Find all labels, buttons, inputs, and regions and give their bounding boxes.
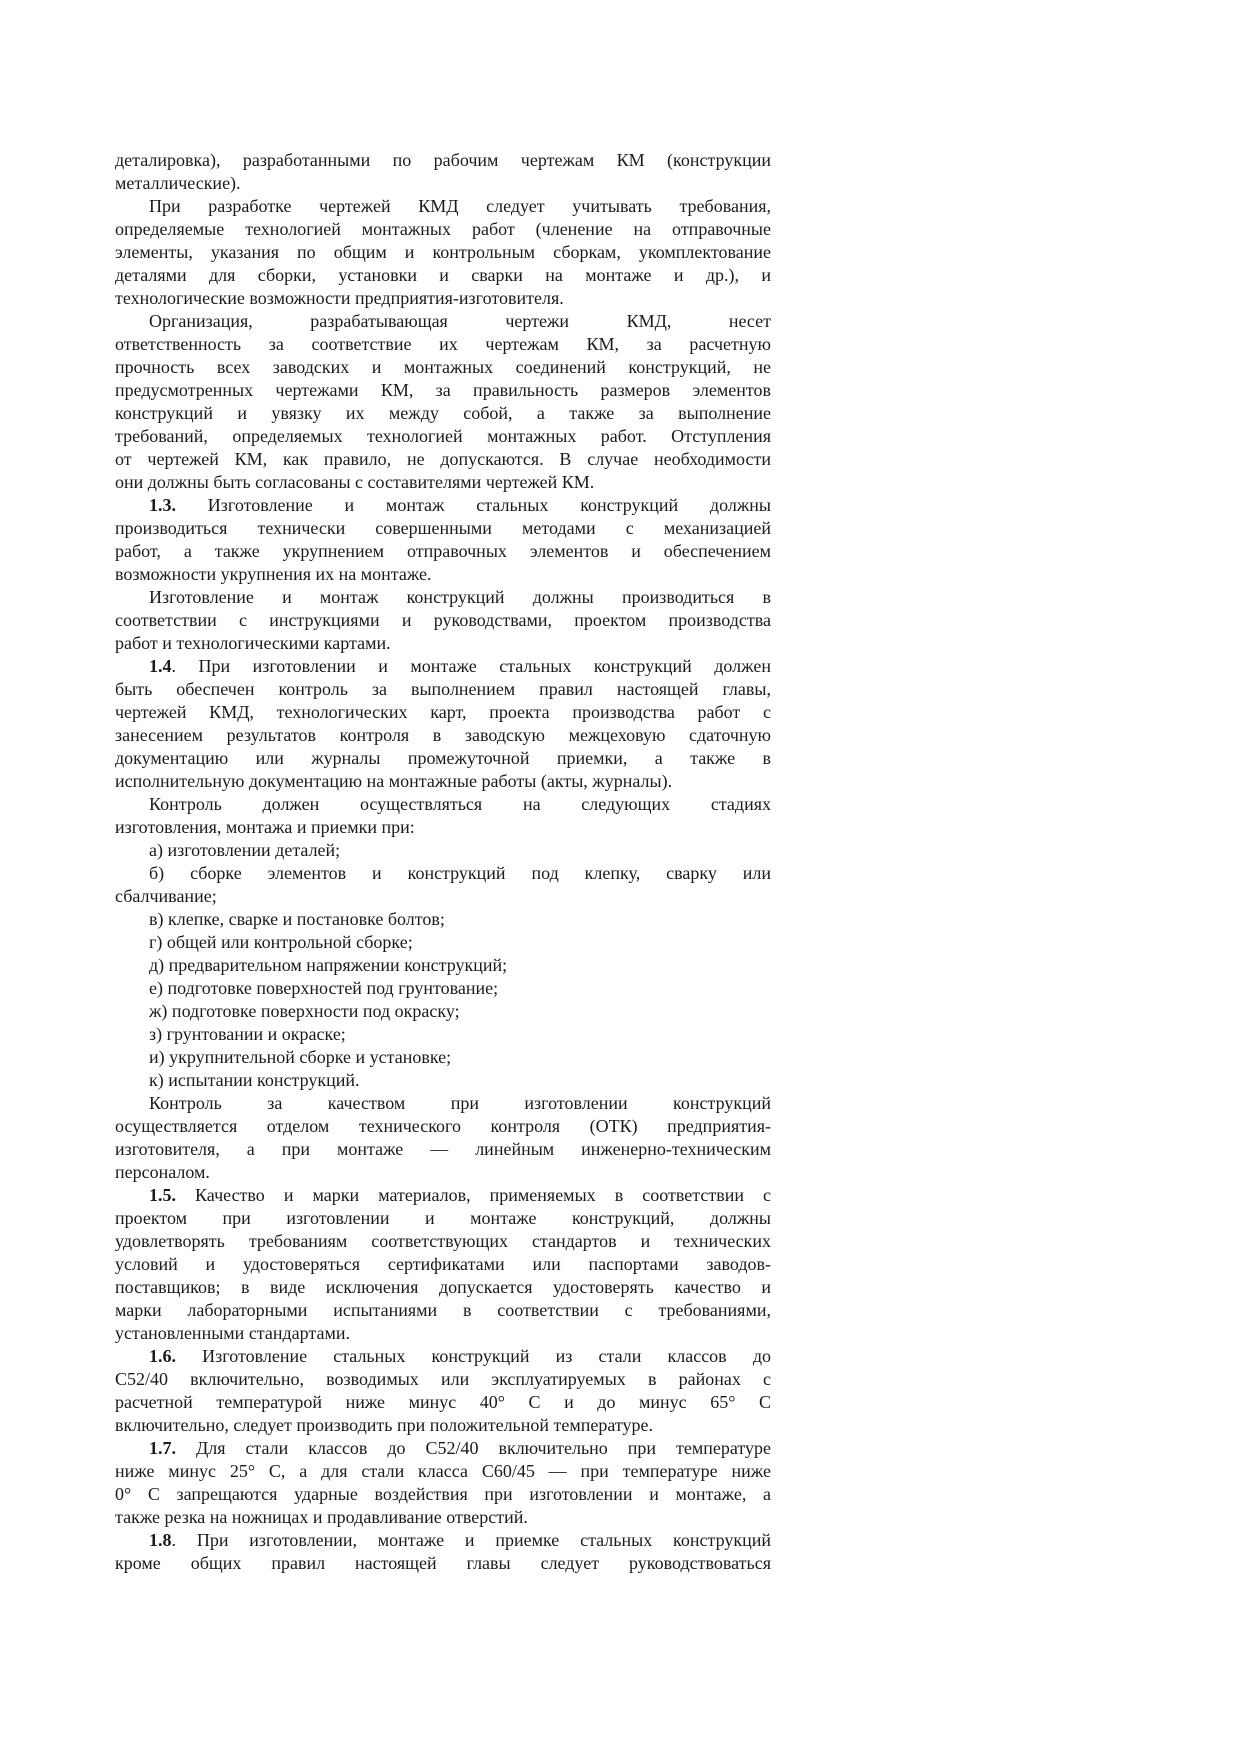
section-number: 1.7. bbox=[149, 1438, 176, 1458]
clause-1-6-line-4: включительно, следует производить при положительной температуре. bbox=[115, 1415, 654, 1435]
section-number: 1.8 bbox=[149, 1530, 172, 1550]
clause-1-5-line-4: условий и удостоверяться сертификатами или паспортами заводов- bbox=[115, 1254, 771, 1274]
para-manufacture-instructions-line-2: соответствии с инструкциями и руководствами, проектом производства bbox=[115, 610, 771, 630]
para-manufacture-instructions-line-1: Изготовление и монтаж конструкций должны производиться в bbox=[149, 587, 771, 607]
clause-1-7-line-1: 1.7. Для стали классов до С52/40 включительно при температуре bbox=[149, 1438, 771, 1458]
text-column bbox=[115, 149, 771, 1575]
list-item-e-line-1: е) подготовке поверхностей под грунтование; bbox=[149, 978, 499, 998]
section-number: 1.3. bbox=[149, 495, 176, 515]
list-item-z-line-1: з) грунтовании и окраске; bbox=[149, 1024, 346, 1044]
clause-1-4-line-5: документацию или журналы промежуточной приемки, а также в bbox=[115, 748, 771, 768]
para-organization-responsibility-line-1: Организация, разрабатывающая чертежи КМД, несет bbox=[149, 311, 771, 331]
list-item-v-line-1: в) клепке, сварке и постановке болтов; bbox=[149, 909, 445, 929]
clause-1-7-line-4: также резка на ножницах и продавливание отверстий. bbox=[115, 1507, 528, 1527]
clause-1-6-line-3: расчетной температурой ниже минус 40° С и до минус 65° С bbox=[115, 1392, 771, 1412]
clause-1-3-line-2: производиться технически совершенными методами с механизацией bbox=[115, 518, 771, 538]
list-item-b-line-1: б) сборке элементов и конструкций под клепку, сварку или bbox=[149, 863, 771, 883]
clause-1-3-line-4: возможности укрупнения их на монтаже. bbox=[115, 564, 432, 584]
clause-1-6-line-2: С52/40 включительно, возводимых или эксплуатируемых в районах с bbox=[115, 1369, 771, 1389]
clause-1-5-line-2: проектом при изготовлении и монтаже конструкций, должны bbox=[115, 1208, 771, 1228]
para-control-stages-line-1: Контроль должен осуществляться на следующих стадиях bbox=[149, 794, 771, 814]
clause-1-7-line-3: 0° С запрещаются ударные воздействия при изготовлении и монтаже, а bbox=[115, 1484, 771, 1504]
para-organization-responsibility-line-6: требований, определяемых технологией монтажных работ. Отступления bbox=[115, 426, 771, 446]
para-manufacture-instructions-line-3: работ и технологическими картами. bbox=[115, 633, 391, 653]
clause-1-4-line-1: 1.4. При изготовлении и монтаже стальных конструкций должен bbox=[149, 656, 771, 676]
para-organization-responsibility-line-5: конструкций и увязку их между собой, а также за выполнение bbox=[115, 403, 771, 423]
list-item-k-line-1: к) испытании конструкций. bbox=[149, 1070, 360, 1090]
para-otk-control-line-4: персоналом. bbox=[115, 1162, 210, 1182]
clause-1-4-line-3: чертежей КМД, технологических карт, проекта производства работ с bbox=[115, 702, 771, 722]
para-kmd-requirements-line-4: деталями для сборки, установки и сварки на монтаже и др.), и bbox=[115, 265, 771, 285]
section-number: 1.6. bbox=[149, 1346, 176, 1366]
para-kmd-requirements-line-1: При разработке чертежей КМД следует учитывать требования, bbox=[149, 196, 771, 216]
para-organization-responsibility-line-8: они должны быть согласованы с составителями чертежей КМ. bbox=[115, 472, 595, 492]
clause-1-5-line-6: марки лабораторными испытаниями в соответствии с требованиями, bbox=[115, 1300, 771, 1320]
para-organization-responsibility-line-7: от чертежей КМ, как правило, не допускаются. В случае необходимости bbox=[115, 449, 771, 469]
para-control-stages-line-2: изготовления, монтажа и приемки при: bbox=[115, 817, 415, 837]
clause-1-5-line-5: поставщиков; в виде исключения допускается удостоверять качество и bbox=[115, 1277, 771, 1297]
clause-1-3-line-3: работ, а также укрупнением отправочных элементов и обеспечением bbox=[115, 541, 771, 561]
para-otk-control-line-2: осуществляется отделом технического контроля (ОТК) предприятия- bbox=[115, 1116, 771, 1136]
clause-1-7-line-2: ниже минус 25° С, а для стали класса С60/45 — при температуре ниже bbox=[115, 1461, 771, 1481]
clause-1-4-line-6: исполнительную документацию на монтажные работы (акты, журналы). bbox=[115, 771, 673, 791]
list-item-d-line-1: д) предварительном напряжении конструкций; bbox=[149, 955, 508, 975]
clause-1-8-line-2: кроме общих правил настоящей главы следует руководствоваться bbox=[115, 1553, 771, 1573]
para-organization-responsibility-line-3: прочность всех заводских и монтажных соединений конструкций, не bbox=[115, 357, 771, 377]
para-continued-line-2: металлические). bbox=[115, 173, 241, 193]
para-kmd-requirements-line-3: элементы, указания по общим и контрольным сборкам, укомплектование bbox=[115, 242, 771, 262]
clause-1-5-line-3: удовлетворять требованиям соответствующих стандартов и технических bbox=[115, 1231, 771, 1251]
para-kmd-requirements-line-5: технологические возможности предприятия-изготовителя. bbox=[115, 288, 564, 308]
section-number: 1.5. bbox=[149, 1185, 176, 1205]
para-otk-control-line-3: изготовителя, а при монтаже — линейным инженерно-техническим bbox=[115, 1139, 771, 1159]
clause-1-8-line-1: 1.8. При изготовлении, монтаже и приемке стальных конструкций bbox=[149, 1530, 771, 1550]
clause-1-4-line-4: занесением результатов контроля в заводскую межцеховую сдаточную bbox=[115, 725, 771, 745]
list-item-zh-line-1: ж) подготовке поверхности под окраску; bbox=[149, 1001, 460, 1021]
para-organization-responsibility-line-4: предусмотренных чертежами КМ, за правильность размеров элементов bbox=[115, 380, 771, 400]
para-otk-control-line-1: Контроль за качеством при изготовлении конструкций bbox=[149, 1093, 771, 1113]
list-item-b-line-2: сбалчивание; bbox=[115, 886, 217, 906]
clause-1-5-line-1: 1.5. Качество и марки материалов, применяемых в соответствии с bbox=[149, 1185, 771, 1205]
list-item-a-line-1: а) изготовлении деталей; bbox=[149, 840, 341, 860]
para-continued-line-1: деталировка), разработанными по рабочим чертежам КМ (конструкции bbox=[115, 150, 771, 170]
clause-1-4-line-2: быть обеспечен контроль за выполнением правил настоящей главы, bbox=[115, 679, 771, 699]
clause-1-3-line-1: 1.3. Изготовление и монтаж стальных конструкций должны bbox=[149, 495, 771, 515]
list-item-i-line-1: и) укрупнительной сборке и установке; bbox=[149, 1047, 452, 1067]
para-kmd-requirements-line-2: определяемые технологией монтажных работ (членение на отправочные bbox=[115, 219, 771, 239]
section-number: 1.4 bbox=[149, 656, 172, 676]
list-item-g-line-1: г) общей или контрольной сборке; bbox=[149, 932, 413, 952]
para-organization-responsibility-line-2: ответственность за соответствие их чертежам КМ, за расчетную bbox=[115, 334, 771, 354]
clause-1-6-line-1: 1.6. Изготовление стальных конструкций из стали классов до bbox=[149, 1346, 771, 1366]
clause-1-5-line-7: установленными стандартами. bbox=[115, 1323, 351, 1343]
